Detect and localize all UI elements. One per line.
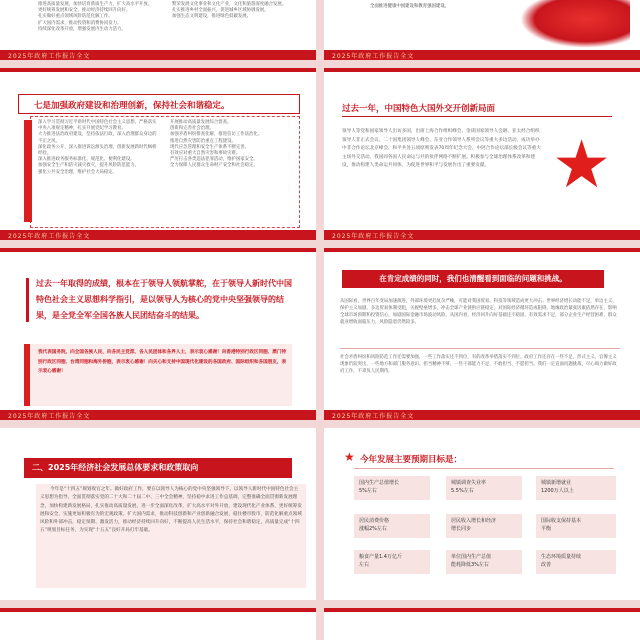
slide-next-left <box>0 608 316 640</box>
slide-next-right <box>324 608 640 640</box>
list-item: 深化政务公开，深入推进诉讼源头治理，创新发展新时代枫桥经验。 <box>38 144 157 157</box>
para-2: 社会矛盾纠纷和风险防范工作还需要加强，一些工作落实还不到位，有的改革举措落实不到位。政府工作还存在一些不足，形式主义、官僚主义现象仍较突出，一些地方和部门服务意识、担当精神不够，一些干部能力不足，不敢担当、不愿担当。我们一定直面问题挑战，尽心竭力做好政府工作，不辜负人民期待。 <box>340 355 617 374</box>
list-item: 更好统筹发展和安全，推动经济持续回升向好。 <box>38 8 131 14</box>
slide-top-bar <box>324 608 640 612</box>
slide-title-banner: 在肯定成绩的同时，我们也清醒看到面临的问题和挑战。 <box>342 270 604 288</box>
title-underline <box>342 116 612 117</box>
list-item: 扎实做好重点领域风险防范化解工作。 <box>38 14 113 20</box>
list-item: 严厉打击各类违法犯罪活动，维护国家安全。 <box>170 157 258 163</box>
slide-challenges <box>324 248 640 420</box>
slide-targets <box>324 428 640 600</box>
slide-seven <box>0 68 316 240</box>
slide-2-top <box>324 0 640 60</box>
right-list <box>170 120 292 170</box>
slide-requirements <box>0 428 316 600</box>
list-item: 加强矛盾纠纷排查化解，推进信访工作法治化。 <box>170 132 263 138</box>
star-icon: ★ <box>552 126 612 203</box>
slide-top-bar <box>324 68 640 72</box>
list-item: 创新和完善社会治理。 <box>170 126 214 132</box>
slide-top-bar <box>324 248 640 252</box>
list-item: 大力推进法治政府建设，坚持依法行政，深入治理群众身边的不正之风。 <box>38 132 157 144</box>
slide-title-banner: 二、2025年经济社会发展总体要求和政策取向 <box>24 458 292 478</box>
quote-bar <box>26 278 29 322</box>
footer-title: 2025年政府工作报告全文 <box>332 233 415 240</box>
body-text: 今年是“十四五”规划收官之年。做好政府工作，要在以领导人为核心的党中央坚强领导下，以领导人新时代中国特色社会主义思想为指导，全面贯彻落实党的二十大和二十届二中、三中全会精神，坚持稳中求进工作总基调，完整准确全面贯彻新发展理念，加快构建新发展格局，扎实推动高质量发展，进一步全面深化改革，扩大高水平对外开放，建设现代化产业体系，更好统筹发展和安全，实施更加积极有为的宏观政策，扩大国内需求，推动科技创新和产业创新融合发展，稳住楼市股市，防范化解重点领域风险和外部冲击，稳定预期、激发活力，推动经济持续回升向好，不断提高人民生活水平，保持社会和谐稳定，高质量完成“十四五”规划目标任务，为实现“十五五”良好开局打牢基础。 <box>40 487 302 534</box>
slide-footer <box>0 410 316 420</box>
list-item: 强化公共安全治理，维护社会大局稳定。 <box>38 169 118 175</box>
list-item: 扎实推进乡村全面振兴，促进城乡区域协调发展。 <box>172 8 269 14</box>
slide1-list <box>38 2 168 33</box>
list-item: 现代应急管理和安全生产体系不断完善。 <box>170 144 250 150</box>
para-1: 从国际看，世界百年变局加速演进，外部环境更趋复杂严峻，可能对我国贸易、科技等领域造成更大冲击。世界经济增长动能不足，单边主义、保护主义加剧，多边贸易体制受阻，关税壁垒增多，冲击全球产业链供应链稳定，对国际经济循环造成阻碍。地缘政治紧张因素依然存在，影响全球市场预期和投资信心，加剧国际金融市场波动风险。从国内看，经济回升向好基础还不稳固，有效需求不足，部分企业生产经营困难，群众就业增收面临压力，风险隐患仍然较多。 <box>340 299 617 325</box>
footer-title: 2025年政府工作报告全文 <box>332 53 415 60</box>
list-item: 繁荣发展文化事业和文化产业，文化和旅游深度融合发展。 <box>172 2 287 7</box>
side-decoration <box>24 120 32 222</box>
slide-diplomacy <box>324 68 640 240</box>
list-item: 加强生态文明建设，推进绿色低碳发展。 <box>172 14 252 20</box>
star-icon: ★ <box>344 450 355 464</box>
slide-footer <box>324 230 640 240</box>
target-card: 居民消费价格 涨幅2%左右 <box>354 514 430 538</box>
slide-1 <box>0 0 316 60</box>
thanks-text: 我代表国务院，向全国各族人民，向各民主党派、各人民团体和各界人士，表示衷心感谢！向香港特别行政区同胞、澳门特别行政区同胞、台湾同胞和海外侨胞，表示衷心感谢！向关心和支持中国现代化建设的各国政府、国际组织和各国朋友，表示衷心感谢！ <box>38 350 287 374</box>
list-item: 有效应对重大自然灾害和事故灾难。 <box>170 151 241 157</box>
slide-body: 领导人等党和国家领导人出访多国，出席上海合作组织峰会、金砖国家领导人会晤、亚太经合组织领导人非正式会议、二十国集团领导人峰会、东亚合作领导人系列会议等重大多边活动，成功举办中非合作论坛北京峰会、和平共处五项原则发表70周年纪念大会、中阿合作论坛部长级会议等重大主场外交活动。我国同各国人民命运与共的伙伴网络不断扩展。积极参与全球治理体系改革和建设，推动构建人类命运共同体，为促进世界和平与发展作出了重要贡献。 <box>342 129 541 168</box>
list-item: 深入学习贯彻习近平新时代中国特色社会主义思想，严格落实中央八项规定精神，扎实开展党纪学习教育。 <box>38 120 157 132</box>
target-card: 城镇调查失业率 5.5%左右 <box>446 476 522 500</box>
footer-title: 2025年政府工作报告全文 <box>332 413 415 420</box>
list-item: 持续深化改革开放，增强发展内生动力活力。 <box>38 26 126 32</box>
footer-title: 2025年政府工作报告全文 <box>8 53 91 60</box>
para-divider <box>340 348 620 349</box>
list-item: 推进自然灾害防治重点工程建设。 <box>170 138 236 144</box>
slide-footer <box>324 410 640 420</box>
slide2-top-tag: 全面推进健康中国建设和教育强国建设。 <box>370 4 450 9</box>
ribbon-decoration <box>520 0 630 48</box>
list-item: 全力保障人民群众生命财产安全和社会稳定。 <box>170 163 258 169</box>
target-card: 粮食产量1.4万亿斤 左右 <box>354 550 430 574</box>
left-list <box>38 120 160 176</box>
target-card: 国际收支保持基本 平衡 <box>536 514 616 538</box>
target-card: 居民收入增长和经济 增长同步 <box>446 514 522 538</box>
side-decoration <box>24 344 30 406</box>
list-item: 扩大国内需求，推动投资和消费协同发力。 <box>38 20 122 26</box>
target-card: 城镇新增就业 1200万人以上 <box>536 476 616 500</box>
slide-title: 今年发展主要预期目标是： <box>360 455 463 465</box>
slide-top-bar <box>0 248 316 252</box>
target-card: 国内生产总值增长 5%左右 <box>354 476 430 500</box>
slide-title: 七是加强政府建设和治理创新，保持社会和谐稳定。 <box>34 101 230 111</box>
target-card: 单位国内生产总值 能耗降低3%左右 <box>446 550 522 574</box>
list-item: 开展推动高质量发展综合督查。 <box>170 120 232 125</box>
list-item: 深入推进政务服务标准化、规范化、便利化建设。 <box>38 157 135 163</box>
target-card: 生态环境质量持续 改善 <box>536 550 616 574</box>
list-item: 推进高质量发展，加快培育新质生产力，扩大高水平开放。 <box>38 2 153 7</box>
list-item: 加强安全生产和防灾减灾救灾，提升风险防范能力。 <box>38 163 139 169</box>
title-underline <box>354 468 614 469</box>
footer-title: 2025年政府工作报告全文 <box>8 233 91 240</box>
slide-top-bar <box>0 608 316 612</box>
slide-footer <box>324 50 640 60</box>
footer-title: 2025年政府工作报告全文 <box>8 413 91 420</box>
slide-footer <box>0 230 316 240</box>
slide-top-bar <box>0 68 316 72</box>
slide-footer <box>0 50 316 60</box>
slide-quote: 过去一年取得的成绩，根本在于领导人领航掌舵，在于领导人新时代中国特色社会主义思想科学指引，是以领导人为核心的党中央坚强领导的结果，是全党全军全国各族人民团结奋斗的结果。 <box>36 279 292 320</box>
slide-achievements <box>0 248 316 420</box>
slide-title: 过去一年，中国特色大国外交开创新局面 <box>342 104 496 114</box>
slide1-right-list <box>172 2 292 21</box>
